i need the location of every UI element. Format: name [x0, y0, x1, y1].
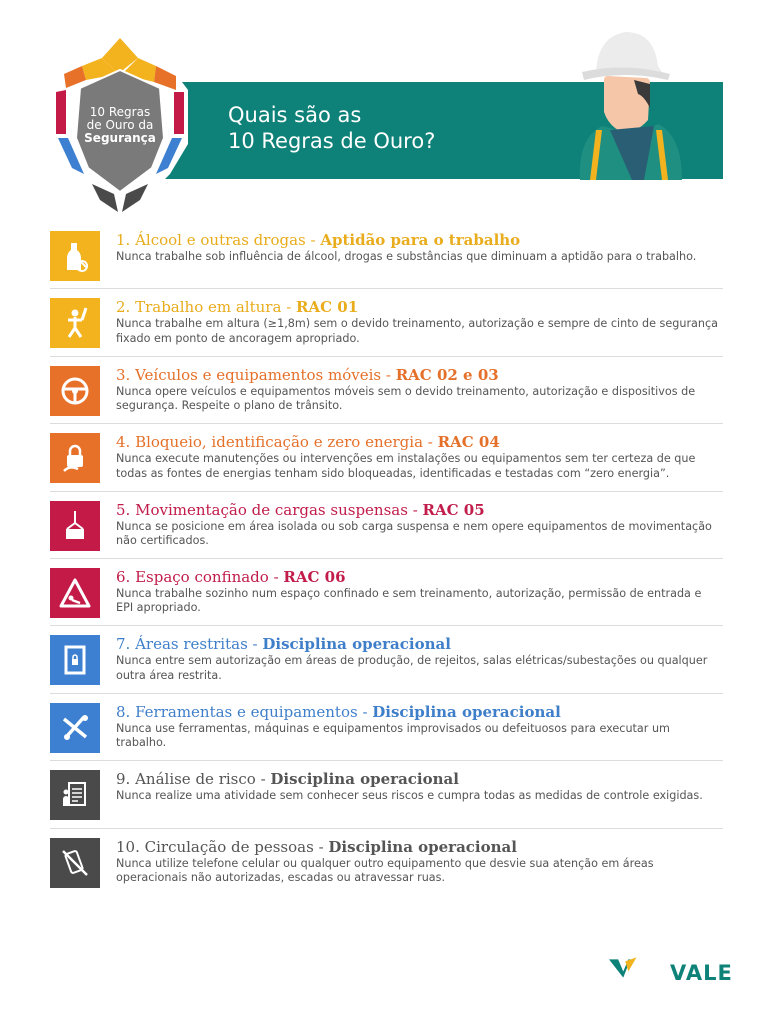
page-title: Quais são as 10 Regras de Ouro? — [228, 103, 436, 153]
list-item — [50, 761, 723, 828]
rule-description: Nunca entre sem autorização em áreas de produção, de rejeitos, salas elétricas/subestações ou qualquer outra área restrita. — [116, 654, 708, 682]
rule-description: Nunca use ferramentas, máquinas e equipamentos improvisados ou defeituosos para executar um trabalho. — [116, 721, 670, 750]
bottle-icon — [50, 231, 100, 281]
locked-door-icon — [50, 635, 100, 685]
list-item — [50, 222, 723, 289]
list-item — [50, 694, 723, 761]
rule-heading: 9. Análise de risco - Disciplina operacional — [116, 770, 459, 789]
checklist-icon — [50, 770, 100, 820]
steering-wheel-icon — [50, 366, 100, 416]
shield-label: 10 Regras de Ouro da Segurança — [84, 105, 156, 145]
list-item — [50, 492, 723, 559]
rule-description: Nunca execute manutenções ou intervenções em instalações ou equipamentos sem ter certeza de que todas as fontes de energias tenham sido bloqueadas, identificadas e testadas com “zero energia”. — [116, 452, 696, 480]
rule-heading: 8. Ferramentas e equipamentos - Disciplina operacional — [116, 702, 561, 721]
rule-heading: 3. Veículos e equipamentos móveis - RAC 02 e 03 — [116, 365, 499, 384]
rule-description: Nunca trabalhe sob influência de álcool, drogas e substâncias que diminuam a aptidão para o trabalho. — [116, 250, 697, 263]
rule-description: Nunca trabalhe em altura (≥1,8m) sem o devido treinamento, autorização e sempre de cinto de segurança fixado em ponto de ancoragem apropriado. — [116, 317, 718, 345]
confined-space-icon — [50, 568, 100, 618]
padlock-hand-icon — [50, 433, 100, 483]
rule-description: Nunca se posicione em área isolada ou sob carga suspensa e nem opere equipamentos de movimentação não certificados. — [116, 519, 712, 548]
list-item — [50, 357, 723, 424]
rule-heading: 2. Trabalho em altura - RAC 01 — [116, 298, 359, 317]
rule-heading: 4. Bloqueio, identificação e zero energia - RAC 04 — [116, 433, 500, 452]
rule-heading: 10. Circulação de pessoas - Disciplina operacional — [116, 837, 517, 856]
rule-heading: 5. Movimentação de cargas suspensas - RAC 05 — [116, 500, 485, 519]
rule-description: Nunca opere veículos e equipamentos móveis sem o devido treinamento, autorização e dispositivos de segurança. Respeite o plano de trânsito. — [116, 384, 696, 413]
list-item — [50, 626, 723, 693]
list-item — [50, 424, 723, 491]
rule-heading: 1. Álcool e outras drogas - Aptidão para o trabalho — [116, 231, 521, 249]
rule-heading: 7. Áreas restritas - Disciplina operacional — [116, 635, 451, 654]
vale-logo-icon — [608, 945, 668, 991]
rule-description: Nunca trabalhe sozinho num espaço confinado e sem treinamento, autorização, permissão de entrada e EPI apropriado. — [116, 586, 702, 615]
rule-heading: 6. Espaço confinado - RAC 06 — [116, 567, 346, 586]
rule-description: Nunca utilize telefone celular ou qualquer outro equipamento que desvie sua atenção em áreas operacionais não autorizadas, escadas ou atravessar ruas. — [116, 856, 654, 885]
harness-icon — [50, 298, 100, 348]
vale-logo-text: VALE — [670, 961, 733, 985]
rules-list — [50, 222, 723, 896]
worker-illustration-icon — [574, 26, 684, 180]
list-item — [50, 559, 723, 626]
rule-description: Nunca realize uma atividade sem conhecer seus riscos e cumpra todas as medidas de controle exigidas. — [116, 789, 703, 803]
no-phone-icon — [50, 838, 100, 888]
suspended-load-icon — [50, 501, 100, 551]
list-item — [50, 289, 723, 356]
tools-icon — [50, 703, 100, 753]
list-item — [50, 829, 723, 896]
